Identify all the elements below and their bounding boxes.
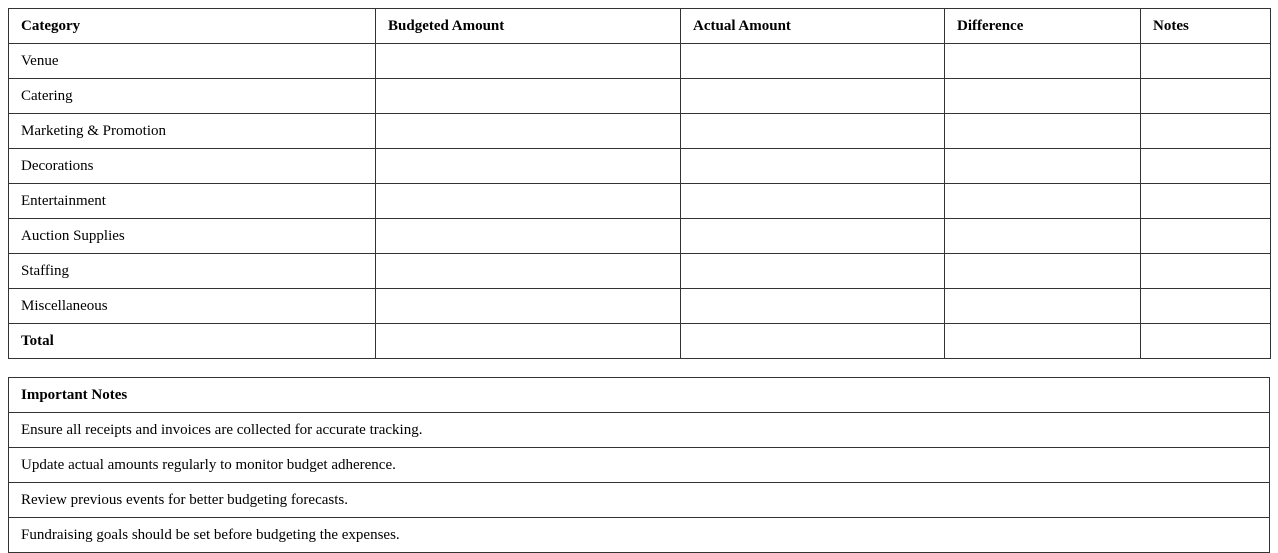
category-cell: Staffing xyxy=(9,254,376,289)
difference-cell[interactable] xyxy=(945,44,1141,79)
budgeted-cell[interactable] xyxy=(376,149,681,184)
category-cell: Venue xyxy=(9,44,376,79)
table-row xyxy=(9,184,1271,219)
actual-cell[interactable] xyxy=(681,44,945,79)
note-item: Fundraising goals should be set before budgeting the expenses. xyxy=(9,518,1270,553)
column-header-budgeted-amount: Budgeted Amount xyxy=(376,9,681,44)
budgeted-cell[interactable] xyxy=(376,219,681,254)
note-item: Review previous events for better budgeting forecasts. xyxy=(9,483,1270,518)
notes-cell[interactable] xyxy=(1141,219,1271,254)
difference-cell[interactable] xyxy=(945,289,1141,324)
total-row xyxy=(9,324,1271,359)
total-notes-cell[interactable] xyxy=(1141,324,1271,359)
table-row xyxy=(9,254,1271,289)
budgeted-cell[interactable] xyxy=(376,289,681,324)
difference-cell[interactable] xyxy=(945,184,1141,219)
note-item: Ensure all receipts and invoices are collected for accurate tracking. xyxy=(9,413,1270,448)
category-cell: Entertainment xyxy=(9,184,376,219)
budgeted-cell[interactable] xyxy=(376,44,681,79)
notes-cell[interactable] xyxy=(1141,114,1271,149)
notes-cell[interactable] xyxy=(1141,79,1271,114)
table-row xyxy=(9,79,1271,114)
table-row xyxy=(9,289,1271,324)
note-row xyxy=(9,518,1270,553)
difference-cell[interactable] xyxy=(945,219,1141,254)
actual-cell[interactable] xyxy=(681,149,945,184)
difference-cell[interactable] xyxy=(945,114,1141,149)
actual-cell[interactable] xyxy=(681,114,945,149)
notes-cell[interactable] xyxy=(1141,184,1271,219)
total-budgeted-cell[interactable] xyxy=(376,324,681,359)
note-row xyxy=(9,413,1270,448)
column-header-difference: Difference xyxy=(945,9,1141,44)
category-cell: Catering xyxy=(9,79,376,114)
note-item: Update actual amounts regularly to monitor budget adherence. xyxy=(9,448,1270,483)
budgeted-cell[interactable] xyxy=(376,79,681,114)
total-label: Total xyxy=(9,324,376,359)
total-difference-cell[interactable] xyxy=(945,324,1141,359)
notes-cell[interactable] xyxy=(1141,149,1271,184)
actual-cell[interactable] xyxy=(681,184,945,219)
notes-cell[interactable] xyxy=(1141,44,1271,79)
category-cell: Miscellaneous xyxy=(9,289,376,324)
table-row xyxy=(9,114,1271,149)
table-row xyxy=(9,44,1271,79)
note-row xyxy=(9,483,1270,518)
category-cell: Auction Supplies xyxy=(9,219,376,254)
actual-cell[interactable] xyxy=(681,289,945,324)
budgeted-cell[interactable] xyxy=(376,254,681,289)
table-row xyxy=(9,149,1271,184)
header-row xyxy=(9,9,1271,44)
notes-cell[interactable] xyxy=(1141,289,1271,324)
note-row xyxy=(9,448,1270,483)
actual-cell[interactable] xyxy=(681,79,945,114)
difference-cell[interactable] xyxy=(945,149,1141,184)
budget-table xyxy=(8,8,1271,359)
table-row xyxy=(9,219,1271,254)
notes-cell[interactable] xyxy=(1141,254,1271,289)
important-notes-table xyxy=(8,377,1270,553)
difference-cell[interactable] xyxy=(945,254,1141,289)
notes-header-row xyxy=(9,378,1270,413)
column-header-actual-amount: Actual Amount xyxy=(681,9,945,44)
actual-cell[interactable] xyxy=(681,219,945,254)
total-actual-cell[interactable] xyxy=(681,324,945,359)
notes-heading: Important Notes xyxy=(9,378,1270,413)
difference-cell[interactable] xyxy=(945,79,1141,114)
category-cell: Marketing & Promotion xyxy=(9,114,376,149)
column-header-notes: Notes xyxy=(1141,9,1271,44)
category-cell: Decorations xyxy=(9,149,376,184)
budgeted-cell[interactable] xyxy=(376,184,681,219)
column-header-category: Category xyxy=(9,9,376,44)
budgeted-cell[interactable] xyxy=(376,114,681,149)
actual-cell[interactable] xyxy=(681,254,945,289)
